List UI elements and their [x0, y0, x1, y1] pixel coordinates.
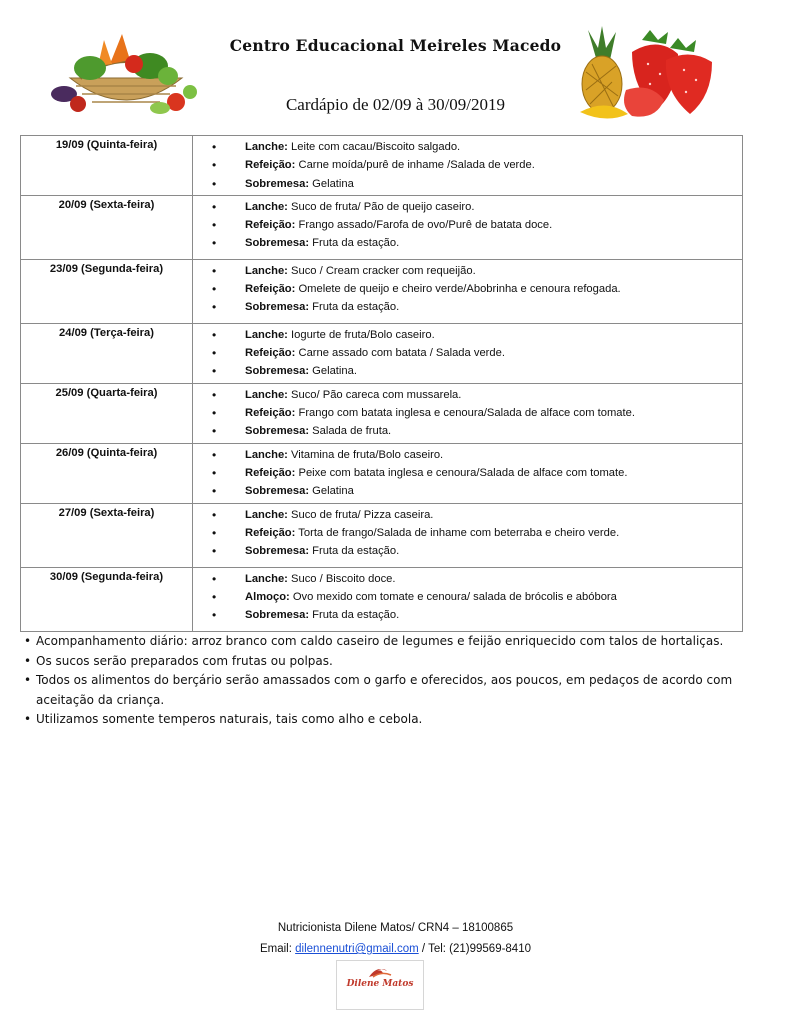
email-label: Email:: [259, 943, 296, 955]
notes-list: [24, 632, 764, 730]
meal-text: Iogurte de fruta/Bolo caseiro.: [287, 328, 435, 341]
meal-list: [193, 444, 742, 503]
meal-list: [193, 196, 742, 255]
menu-meals: [193, 323, 743, 383]
meal-label: Refeição:: [245, 466, 296, 479]
menu-day: 19/09 (Quinta-feira): [21, 136, 193, 196]
meal-label: Sobremesa:: [245, 177, 310, 190]
menu-meals: [193, 136, 743, 196]
meal-item: [193, 344, 742, 362]
meal-label: Refeição:: [245, 526, 296, 539]
menu-day: 24/09 (Terça-feira): [21, 323, 193, 383]
meal-item: [193, 524, 742, 542]
menu-day: 23/09 (Segunda-feira): [21, 259, 193, 323]
meal-item: [193, 362, 742, 380]
meal-item: [193, 156, 742, 174]
meal-item: [193, 482, 742, 500]
note-item: • Utilizamos somente temperos naturais, tais como alho e cebola.: [24, 710, 764, 730]
meal-item: [193, 542, 742, 560]
meal-item: [193, 175, 742, 193]
meal-item: [193, 298, 742, 316]
meal-item: [193, 570, 742, 588]
meal-text: Gelatina.: [309, 365, 357, 378]
meal-item: [193, 506, 742, 524]
meal-text: Carne moída/purê de inhame /Salada de verde.: [295, 159, 535, 172]
meal-label: Refeição:: [245, 159, 296, 172]
meal-item: [193, 262, 742, 280]
meal-label: Lanche:: [245, 508, 288, 521]
meal-text: Frango com batata inglesa e cenoura/Salada de alface com tomate.: [295, 407, 635, 420]
menu-row: [21, 323, 743, 383]
meal-text: Carne assado com batata / Salada verde.: [295, 347, 505, 360]
menu-meals: [193, 503, 743, 567]
nutritionist-line: Nutricionista Dilene Matos/ CRN4 – 18100865: [277, 922, 514, 934]
email-link[interactable]: dilennenutri@gmail.com: [295, 943, 419, 955]
meal-label: Refeição:: [245, 219, 296, 232]
meal-text: Suco / Biscoito doce.: [287, 572, 396, 585]
menu-table: [20, 135, 743, 632]
note-item: • Os sucos serão preparados com frutas ou polpas.: [24, 652, 764, 672]
meal-label: Lanche:: [245, 448, 288, 461]
tel-text: / Tel: (21)99569-8410: [418, 943, 531, 955]
meal-label: Refeição:: [245, 407, 296, 420]
meal-item: [193, 606, 742, 624]
menu-row: [21, 195, 743, 259]
meal-item: [193, 216, 742, 234]
meal-list: [193, 136, 742, 195]
menu-meals: [193, 383, 743, 443]
meal-item: [193, 464, 742, 482]
meal-item: [193, 404, 742, 422]
menu-day: 27/09 (Sexta-feira): [21, 503, 193, 567]
menu-day: 25/09 (Quarta-feira): [21, 383, 193, 443]
meal-item: [193, 446, 742, 464]
meal-label: Refeição:: [245, 347, 296, 360]
meal-text: Suco / Cream cracker com requeijão.: [287, 264, 476, 277]
meal-text: Torta de frango/Salada de inhame com beterraba e cheiro verde.: [295, 526, 620, 539]
meal-text: Suco de fruta/ Pão de queijo caseiro.: [287, 200, 475, 213]
menu-day: 20/09 (Sexta-feira): [21, 195, 193, 259]
meal-label: Sobremesa:: [245, 237, 310, 250]
contact-line: [0, 939, 791, 960]
meal-label: Sobremesa:: [245, 609, 310, 622]
logo-text: Dilene Matos: [346, 979, 414, 989]
menu-meals: [193, 259, 743, 323]
menu-meals: [193, 567, 743, 631]
meal-item: [193, 422, 742, 440]
meal-label: Sobremesa:: [245, 485, 310, 498]
meal-item: [193, 326, 742, 344]
note-item: • Todos os alimentos do berçário serão amassados com o garfo e oferecidos, aos poucos, em pedaços de acordo com aceitação da criança.: [24, 671, 764, 710]
menu-row: [21, 259, 743, 323]
meal-item: [193, 138, 742, 156]
meal-text: Fruta da estação.: [309, 545, 400, 558]
menu-day: 26/09 (Quinta-feira): [21, 443, 193, 503]
meal-label: Sobremesa:: [245, 365, 310, 378]
menu-row: [21, 136, 743, 196]
meal-label: Lanche:: [245, 328, 288, 341]
school-name: Centro Educacional Meireles Macedo: [229, 36, 562, 55]
note-item: • Acompanhamento diário: arroz branco com caldo caseiro de legumes e feijão enriquecido com talos de hortaliças.: [24, 632, 764, 652]
footer: [0, 918, 791, 960]
meal-text: Fruta da estação.: [309, 609, 400, 622]
meal-text: Fruta da estação.: [309, 237, 400, 250]
meal-label: Lanche:: [245, 388, 288, 401]
meal-text: Ovo mexido com tomate e cenoura/ salada de brócolis e abóbora: [289, 590, 617, 603]
meal-item: [193, 280, 742, 298]
menu-day: 30/09 (Segunda-feira): [21, 567, 193, 631]
menu-row: [21, 383, 743, 443]
nutritionist-logo: [336, 960, 424, 1010]
menu-row: [21, 503, 743, 567]
meal-text: Gelatina: [309, 177, 354, 190]
meal-text: Leite com cacau/Biscoito salgado.: [287, 141, 461, 153]
meal-item: [193, 234, 742, 252]
menu-meals: [193, 195, 743, 259]
meal-list: [193, 260, 742, 319]
meal-list: [193, 384, 742, 443]
meal-label: Lanche:: [245, 264, 288, 277]
meal-text: Suco de fruta/ Pizza caseira.: [287, 508, 434, 521]
meal-text: Gelatina: [309, 485, 354, 498]
meal-label: Refeição:: [245, 283, 296, 296]
menu-period: Cardápio de 02/09 à 30/09/2019: [285, 95, 506, 114]
meal-list: [193, 568, 742, 627]
meal-label: Sobremesa:: [245, 425, 310, 438]
meal-label: Lanche:: [245, 141, 288, 153]
meal-text: Frango assado/Farofa de ovo/Purê de batata doce.: [295, 219, 553, 232]
meal-label: Sobremesa:: [245, 301, 310, 314]
menu-meals: [193, 443, 743, 503]
meal-text: Vitamina de fruta/Bolo caseiro.: [287, 448, 444, 461]
meal-label: Lanche:: [245, 200, 288, 213]
meal-item: [193, 386, 742, 404]
meal-label: Sobremesa:: [245, 545, 310, 558]
meal-text: Fruta da estação.: [309, 301, 400, 314]
menu-row: [21, 567, 743, 631]
meal-text: Omelete de queijo e cheiro verde/Abobrinha e cenoura refogada.: [295, 283, 621, 296]
meal-list: [193, 504, 742, 563]
meal-text: Salada de fruta.: [309, 425, 392, 438]
meal-item: [193, 198, 742, 216]
meal-list: [193, 324, 742, 383]
meal-text: Peixe com batata inglesa e cenoura/Salada de alface com tomate.: [295, 466, 628, 479]
meal-item: [193, 588, 742, 606]
meal-label: Almoço:: [245, 590, 290, 603]
menu-row: [21, 443, 743, 503]
meal-label: Lanche:: [245, 572, 288, 585]
meal-text: Suco/ Pão careca com mussarela.: [287, 388, 462, 401]
